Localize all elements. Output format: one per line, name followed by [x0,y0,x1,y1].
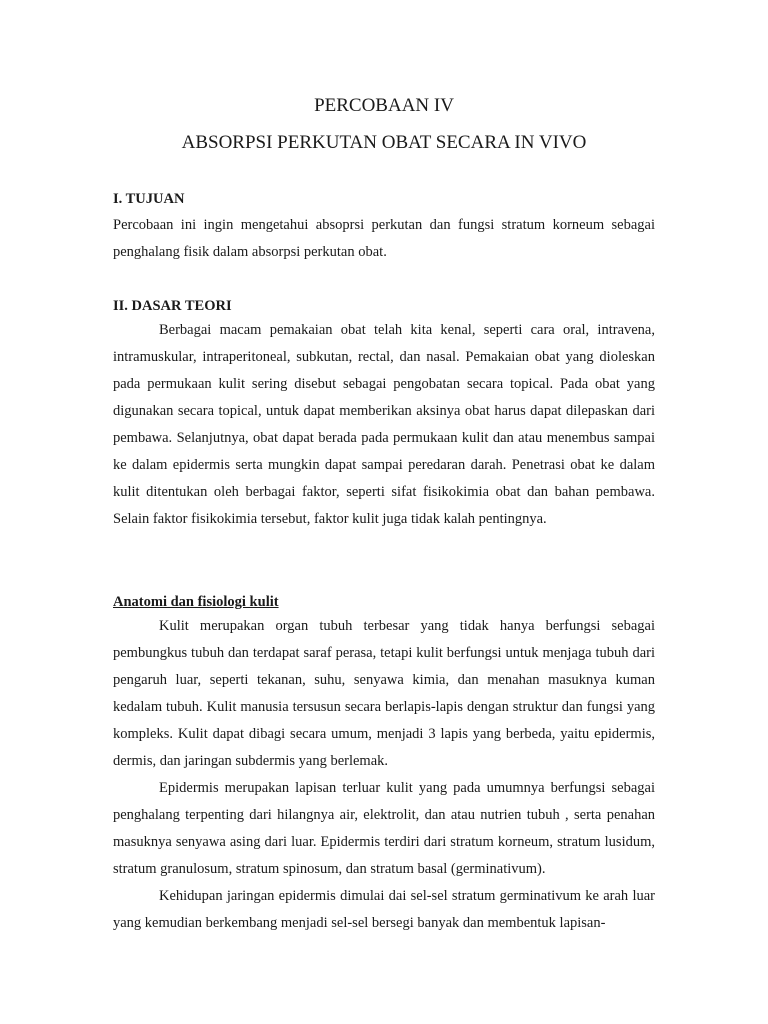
section-heading-dasar-teori: II. DASAR TEORI [113,298,232,314]
paragraph-jaringan-epidermis: Kehidupan jaringan epidermis dimulai dai sel-sel stratum germinativum ke arah luar yang kemudian berkembang menjadi sel-sel bersegi banyak dan membentuk lapisan- [113,888,655,931]
section-heading-tujuan: I. TUJUAN [113,191,185,207]
paragraph-dasar-teori: Berbagai macam pemakaian obat telah kita kenal, seperti cara oral, intravena, intramuskular, intraperitoneal, subkutan, rectal, dan nasal. Pemakaian obat yang dioleskan pada permukaan kulit sering disebut sebagai pengobatan secara topical. Pada obat yang digunakan secara topical, untuk dapat memberikan aksinya obat harus dapat dilepaskan dari pembawa. Selanjutnya, obat dapat berada pada permukaan kulit dan atau menembus sampai ke dalam epidermis serta mungkin dapat sampai peredaran darah. Penetrasi obat ke dalam kulit ditentukan oleh berbagai faktor, seperti sifat fisikokimia obat dan bahan pembawa. Selain faktor fisikokimia tersebut, faktor kulit juga tidak kalah pentingnya. [113,322,655,527]
document-title: PERCOBAAN IV [314,95,454,116]
paragraph-epidermis: Epidermis merupakan lapisan terluar kulit yang pada umumnya berfungsi sebagai penghalang terpenting dari hilangnya air, elektrolit, dan atau nutrien tubuh , serta penahan masuknya senyawa asing dari luar. Epidermis terdiri dari stratum korneum, stratum lusidum, stratum granulosum, stratum spinosum, dan stratum basal (germinativum). [113,780,655,877]
paragraph-tujuan: Percobaan ini ingin mengetahui absoprsi perkutan dan fungsi stratum korneum sebagai penghalang fisik dalam absorpsi perkutan obat. [113,217,655,260]
paragraph-kulit: Kulit merupakan organ tubuh terbesar yang tidak hanya berfungsi sebagai pembungkus tubuh dan terdapat saraf perasa, tetapi kulit berfungsi untuk menjaga tubuh dari pengaruh luar, seperti tekanan, suhu, senyawa kimia, dan menahan masuknya kuman kedalam tubuh. Kulit manusia tersusun secara berlapis-lapis dengan struktur dan fungsi yang kompleks. Kulit dapat dibagi secara umum, menjadi 3 lapis yang berbeda, yaitu epidermis, dermis, dan jaringan subdermis yang berlemak. [113,618,655,769]
section-heading-anatomi: Anatomi dan fisiologi kulit [113,594,279,610]
document-subtitle: ABSORPSI PERKUTAN OBAT SECARA IN VIVO [181,132,587,153]
